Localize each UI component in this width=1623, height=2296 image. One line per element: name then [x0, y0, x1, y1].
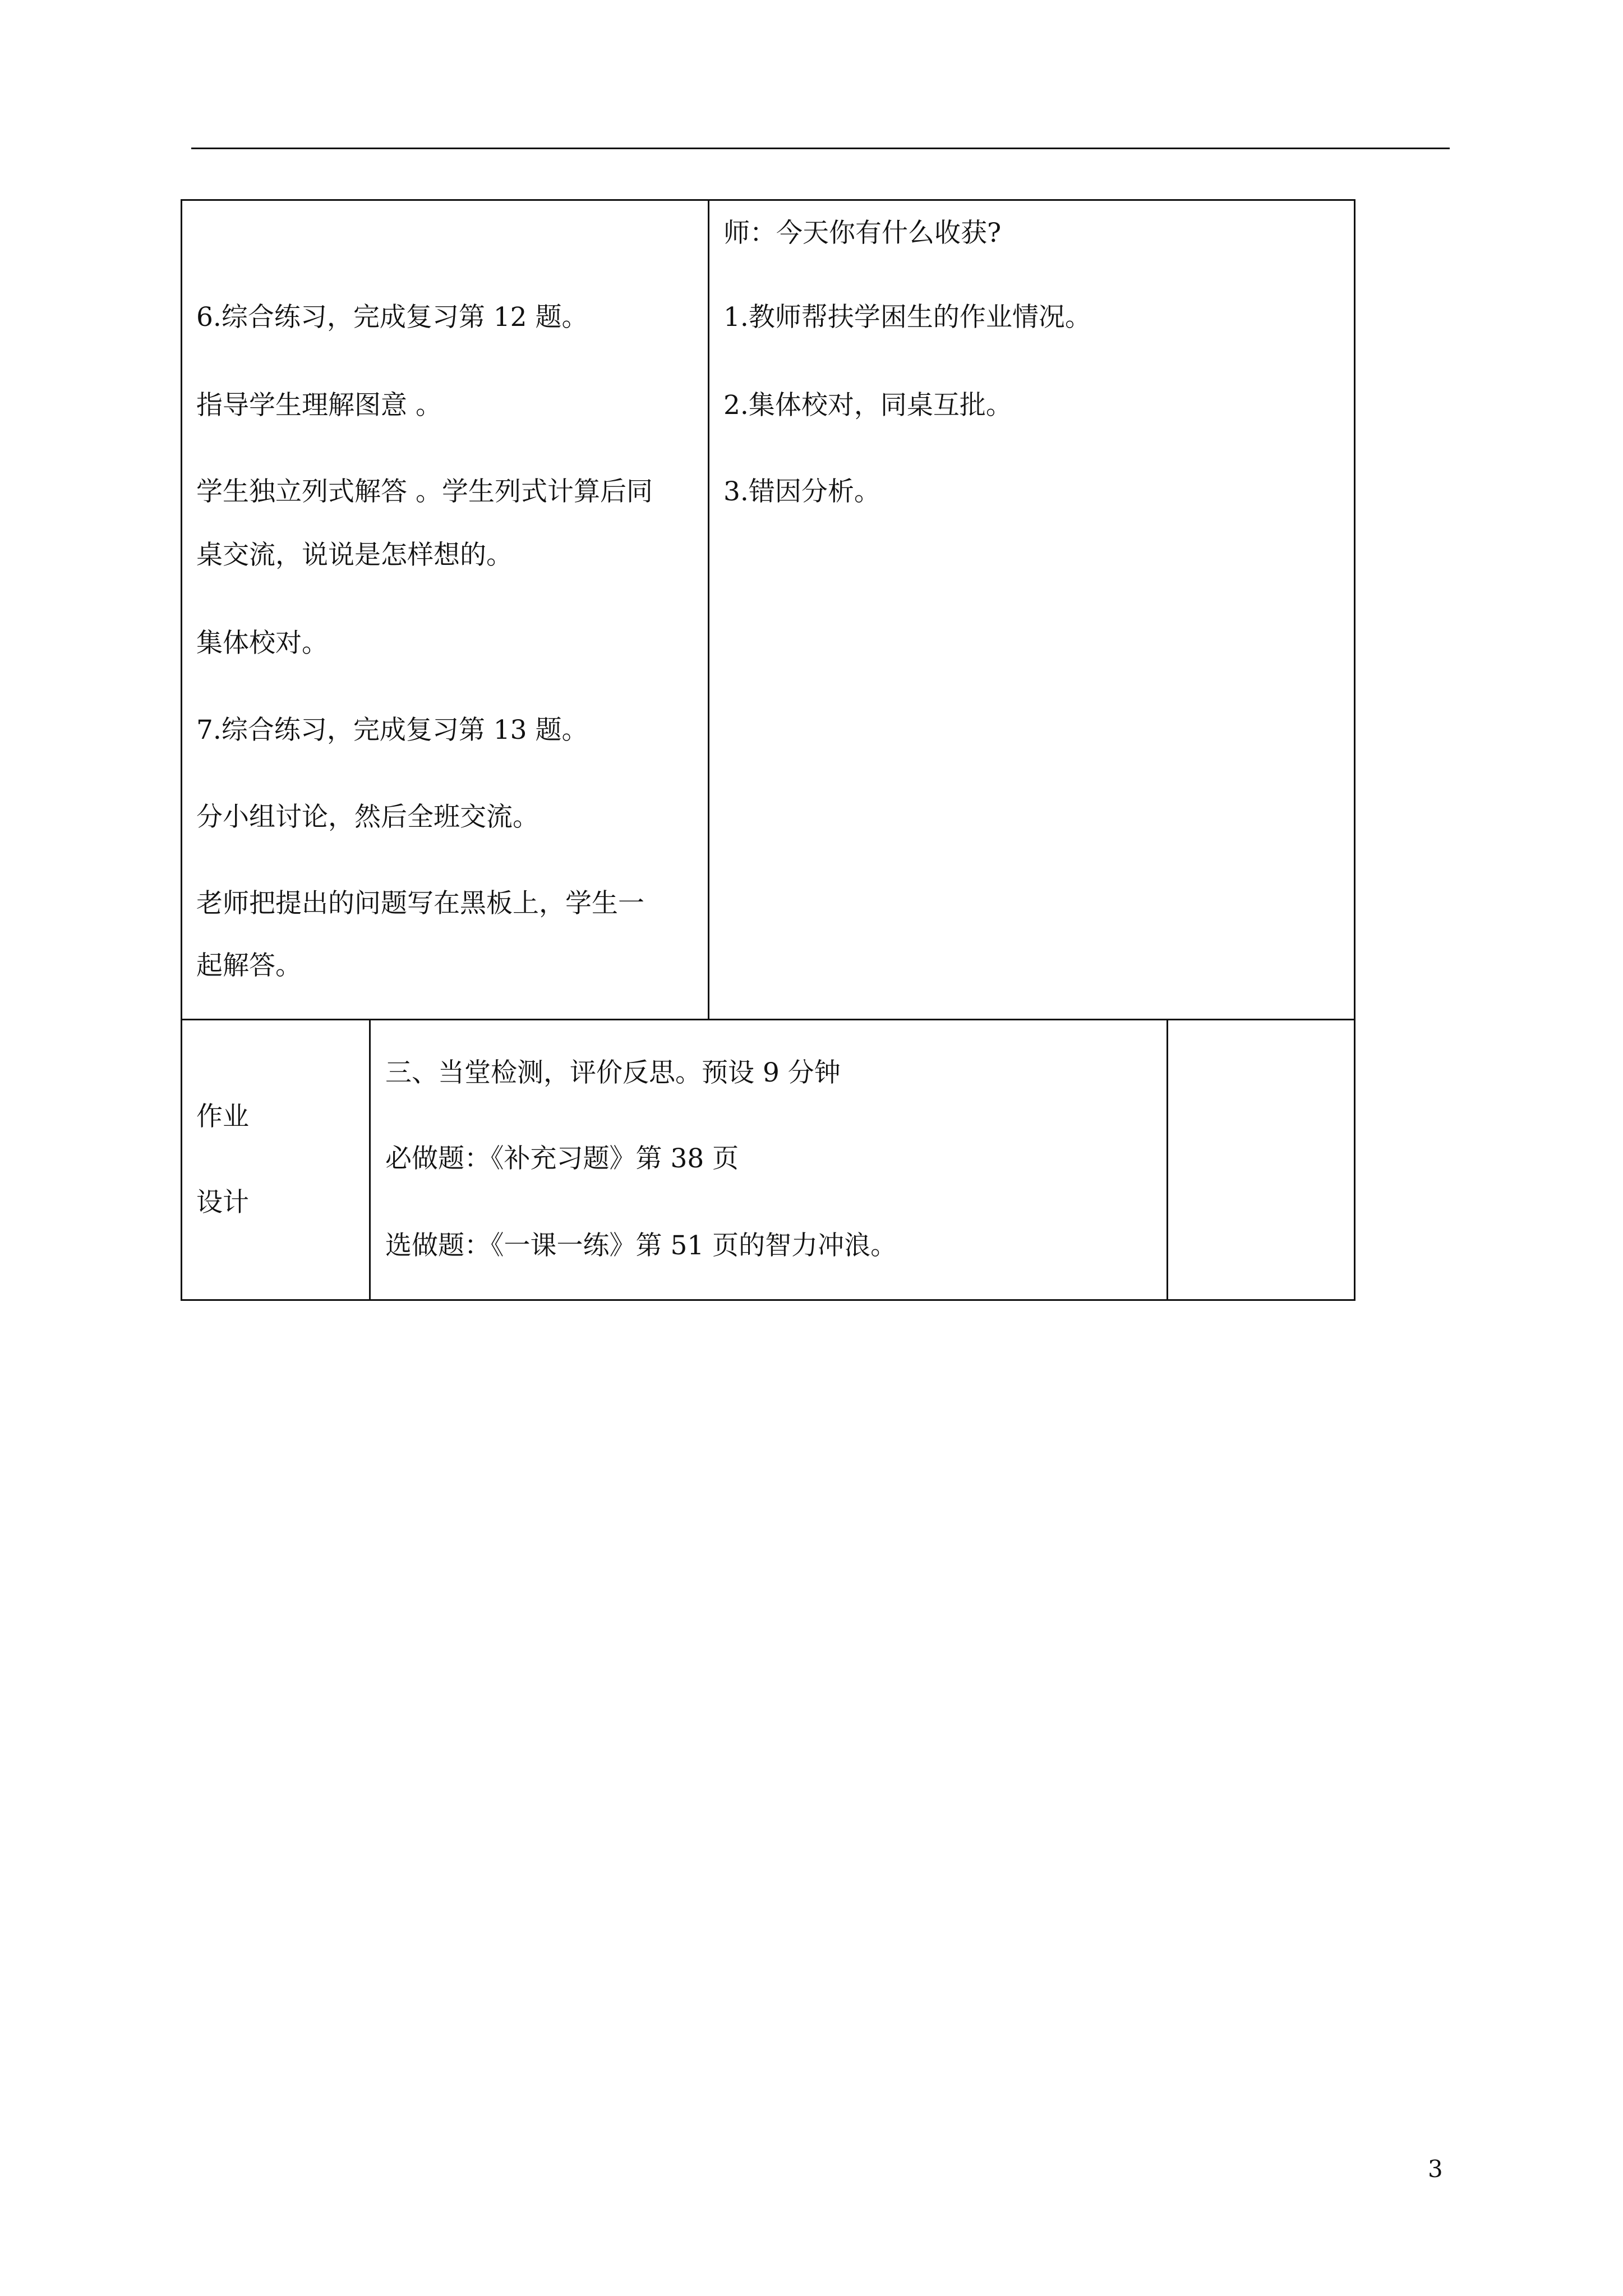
text-line: 集体校对。 — [196, 628, 328, 659]
text-line: 指导学生理解图意 。 — [196, 390, 442, 421]
text-line: 老师把提出的问题写在黑板上，学生一 — [196, 888, 644, 919]
homework-notes-cell — [1172, 1027, 1346, 1290]
text-line: 必做题：《补充习题》第 38 页 — [385, 1143, 739, 1174]
text-line: 7.综合练习，完成复习第 13 题。 — [196, 715, 588, 746]
homework-label-divider — [369, 1019, 371, 1301]
text-line: 2.集体校对，同桌互批。 — [723, 390, 1012, 421]
homework-label: 设计 — [196, 1187, 249, 1218]
upper-divider — [708, 199, 709, 1020]
text-line: 选做题：《一课一练》第 51 页的智力冲浪。 — [385, 1230, 897, 1261]
homework-notes-divider — [1166, 1019, 1168, 1301]
text-line: 起解答。 — [196, 950, 302, 981]
text-line: 1.教师帮扶学困生的作业情况。 — [723, 302, 1091, 333]
homework-label: 作业 — [196, 1101, 249, 1132]
text-line: 师：今天你有什么收获? — [723, 218, 1002, 249]
text-line: 桌交流，说说是怎样想的。 — [196, 540, 513, 570]
text-line: 分小组讨论，然后全班交流。 — [196, 802, 539, 832]
text-line: 三、当堂检测，评价反思。预设 9 分钟 — [385, 1057, 841, 1088]
header-rule — [191, 148, 1450, 149]
page-number: 3 — [1428, 2155, 1443, 2183]
text-line: 学生独立列式解答 。学生列式计算后同 — [196, 476, 653, 507]
text-line: 3.错因分析。 — [723, 476, 880, 507]
text-line: 6.综合练习，完成复习第 12 题。 — [196, 302, 588, 333]
